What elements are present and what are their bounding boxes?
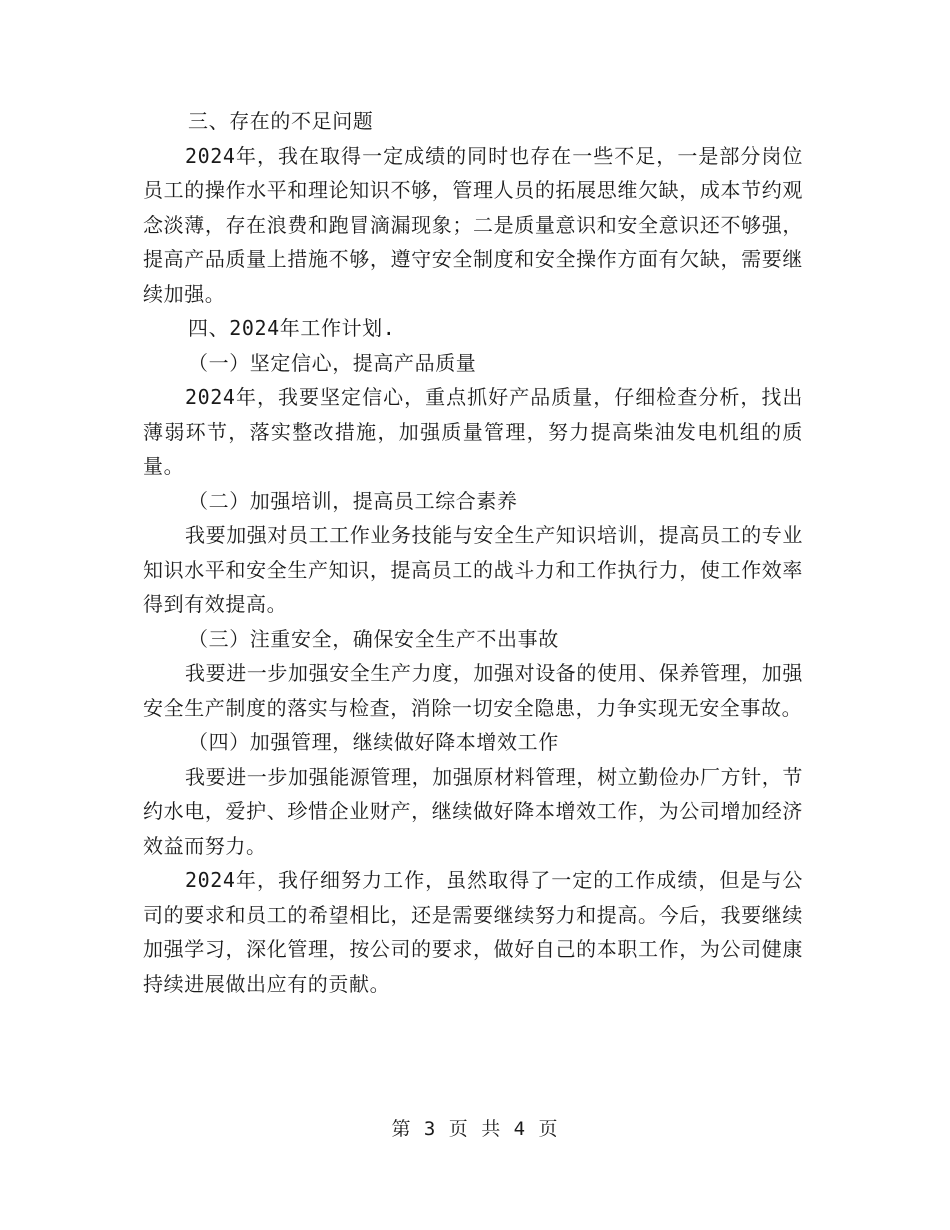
page-number-footer: 第 3 页 共 4 页 bbox=[391, 1118, 559, 1140]
plan-4-paragraph: 我要进一步加强能源管理，加强原材料管理，树立勤俭办厂方针，节约水电，爱护、珍惜企业财产，继续做好降本增效工作，为公司增加经济效益而努力。 bbox=[143, 764, 803, 858]
plan-1-heading: （一）坚定信心，提高产品质量 bbox=[188, 350, 477, 375]
plan-2-heading: （二）加强培训，提高员工综合素养 bbox=[188, 488, 518, 513]
section-three-paragraph: 2024年，我在取得一定成绩的同时也存在一些不足，一是部分岗位员工的操作水平和理论知识不够，管理人员的拓展思维欠缺，成本节约观念淡薄，存在浪费和跑冒滴漏现象；二是质量意识和安全意识还不够强，提高产品质量上措施不够，遵守安全制度和安全操作方面有欠缺，需要继续加强。 bbox=[143, 143, 803, 306]
closing-paragraph: 2024年，我仔细努力工作，虽然取得了一定的工作成绩，但是与公司的要求和员工的希望相比，还是需要继续努力和提高。今后，我要继续加强学习，深化管理，按公司的要求，做好自己的本职工作，为公司健康持续进展做出应有的贡献。 bbox=[143, 868, 803, 996]
section-four-heading: 四、2024年工作计划. bbox=[188, 316, 396, 340]
plan-2-paragraph: 我要加强对员工工作业务技能与安全生产知识培训，提高员工的专业知识水平和安全生产知识，提高员工的战斗力和工作执行力，使工作效率得到有效提高。 bbox=[143, 523, 803, 616]
plan-1-paragraph: 2024年，我要坚定信心，重点抓好产品质量，仔细检查分析，找出薄弱环节，落实整改措施，加强质量管理，努力提高柴油发电机组的质量。 bbox=[143, 385, 803, 478]
plan-3-heading: （三）注重安全，确保安全生产不出事故 bbox=[188, 626, 559, 651]
plan-4-heading: （四）加强管理，继续做好降本增效工作 bbox=[188, 730, 559, 754]
section-three-heading: 三、存在的不足问题 bbox=[188, 109, 374, 133]
plan-3-paragraph: 我要进一步加强安全生产力度，加强对设备的使用、保养管理，加强安全生产制度的落实与检查，消除一切安全隐患，力争实现无安全事故。 bbox=[143, 661, 803, 720]
document-body bbox=[143, 104, 803, 1001]
